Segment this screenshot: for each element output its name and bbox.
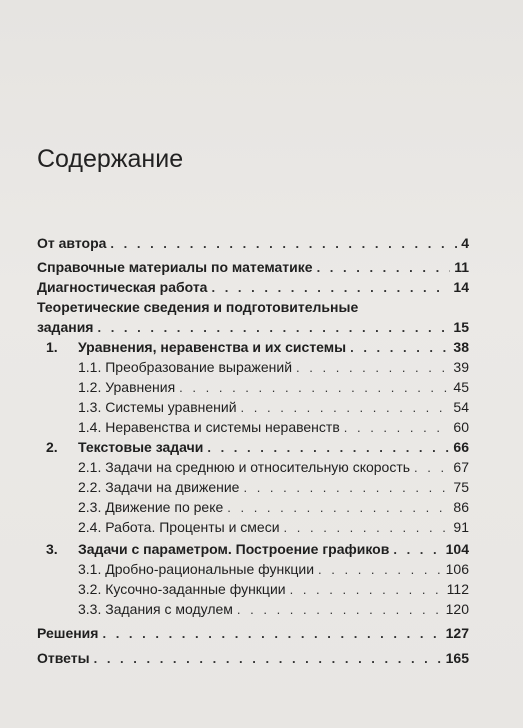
leader-dots <box>97 318 449 338</box>
leader-dots <box>102 624 441 644</box>
toc-entry-page: 127 <box>445 625 469 641</box>
chapter-number: 1. <box>46 339 58 355</box>
toc-section[interactable] <box>78 497 469 517</box>
toc-entry[interactable] <box>37 317 469 337</box>
leader-dots <box>317 258 451 278</box>
chapter-title: Текстовые задачи <box>78 439 204 455</box>
section-title: 1.2. Уравнения <box>78 379 176 395</box>
leader-dots <box>227 498 449 518</box>
toc-entry-page: 15 <box>453 319 469 335</box>
toc-entry-page: 66 <box>453 439 469 455</box>
toc-entry-page: 45 <box>453 379 469 395</box>
toc-entry-page: 112 <box>446 581 469 597</box>
toc-entry-page: 38 <box>453 339 469 355</box>
toc-entry-label-line1[interactable]: Теоретические сведения и подготовительные <box>37 299 359 315</box>
chapter-number: 2. <box>46 439 58 455</box>
toc-entry-label: задания <box>37 319 94 335</box>
toc-entry-page: 91 <box>453 519 469 535</box>
toc-entry-page: 39 <box>453 359 469 375</box>
toc-section[interactable] <box>78 599 469 619</box>
toc-chapter[interactable] <box>46 539 469 559</box>
section-title: 2.1. Задачи на среднюю и относительную скорость <box>78 459 411 475</box>
toc-entry-page: 4 <box>461 235 469 251</box>
toc-section[interactable] <box>78 559 469 579</box>
leader-dots <box>207 438 449 458</box>
toc-entry-label: От автора <box>37 235 107 251</box>
section-title: 1.4. Неравенства и системы неравенств <box>78 419 340 435</box>
toc-entry-page: 120 <box>445 601 469 617</box>
toc-entry[interactable] <box>37 233 469 253</box>
section-title: 2.2. Задачи на движение <box>78 479 240 495</box>
toc-entry-page: 86 <box>453 499 469 515</box>
section-title: 2.4. Работа. Проценты и смеси <box>78 519 280 535</box>
toc-section[interactable] <box>78 397 469 417</box>
toc-section[interactable] <box>78 457 469 477</box>
leader-dots <box>110 234 457 254</box>
chapter-title: Уравнения, неравенства и их системы <box>78 339 347 355</box>
toc-chapter[interactable] <box>46 437 469 457</box>
leader-dots <box>94 649 442 669</box>
toc-entry-label: Справочные материалы по математике <box>37 259 313 275</box>
section-title: 3.3. Задания с модулем <box>78 601 233 617</box>
leader-dots <box>284 518 450 538</box>
leader-dots <box>393 540 441 560</box>
leader-dots <box>237 600 442 620</box>
toc-chapter[interactable] <box>46 337 469 357</box>
toc-entry-page: 67 <box>453 459 469 475</box>
leader-dots <box>296 358 449 378</box>
toc-section[interactable] <box>78 377 469 397</box>
toc-section[interactable] <box>78 477 469 497</box>
section-title: 1.1. Преобразование выражений <box>78 359 293 375</box>
leader-dots <box>350 338 449 358</box>
toc-section[interactable] <box>78 357 469 377</box>
toc-entry[interactable] <box>37 277 469 297</box>
toc-section[interactable] <box>78 417 469 437</box>
toc-entry-page: 11 <box>454 259 469 275</box>
leader-dots <box>241 398 450 418</box>
toc-entry-page: 106 <box>445 561 469 577</box>
toc-section[interactable] <box>78 517 469 537</box>
leader-dots <box>211 278 449 298</box>
leader-dots <box>318 560 442 580</box>
contents-title: Содержание <box>37 145 184 173</box>
leader-dots <box>290 580 443 600</box>
leader-dots <box>179 378 449 398</box>
section-title: 1.3. Системы уравнений <box>78 399 237 415</box>
toc-entry-label: Ответы <box>37 650 90 666</box>
toc-entry[interactable] <box>37 257 469 277</box>
chapter-number: 3. <box>46 541 58 557</box>
toc-entry-page: 165 <box>445 650 469 666</box>
leader-dots <box>414 458 449 478</box>
toc-entry-page: 60 <box>453 419 469 435</box>
toc-entry-page: 14 <box>453 279 469 295</box>
toc-entry-label: Диагностическая работа <box>37 279 208 295</box>
toc-entry-page: 75 <box>453 479 469 495</box>
leader-dots <box>243 478 449 498</box>
toc-entry[interactable] <box>37 623 469 643</box>
toc-entry-page: 104 <box>445 541 469 557</box>
toc-entry-label: Решения <box>37 625 99 641</box>
section-title: 3.1. Дробно-рациональные функции <box>78 561 315 577</box>
toc-entry[interactable] <box>37 648 469 668</box>
toc-section[interactable] <box>78 579 469 599</box>
leader-dots <box>344 418 450 438</box>
section-title: 3.2. Кусочно-заданные функции <box>78 581 286 597</box>
section-title: 2.3. Движение по реке <box>78 499 224 515</box>
toc-entry-page: 54 <box>453 399 469 415</box>
chapter-title: Задачи с параметром. Построение графиков <box>78 541 390 557</box>
